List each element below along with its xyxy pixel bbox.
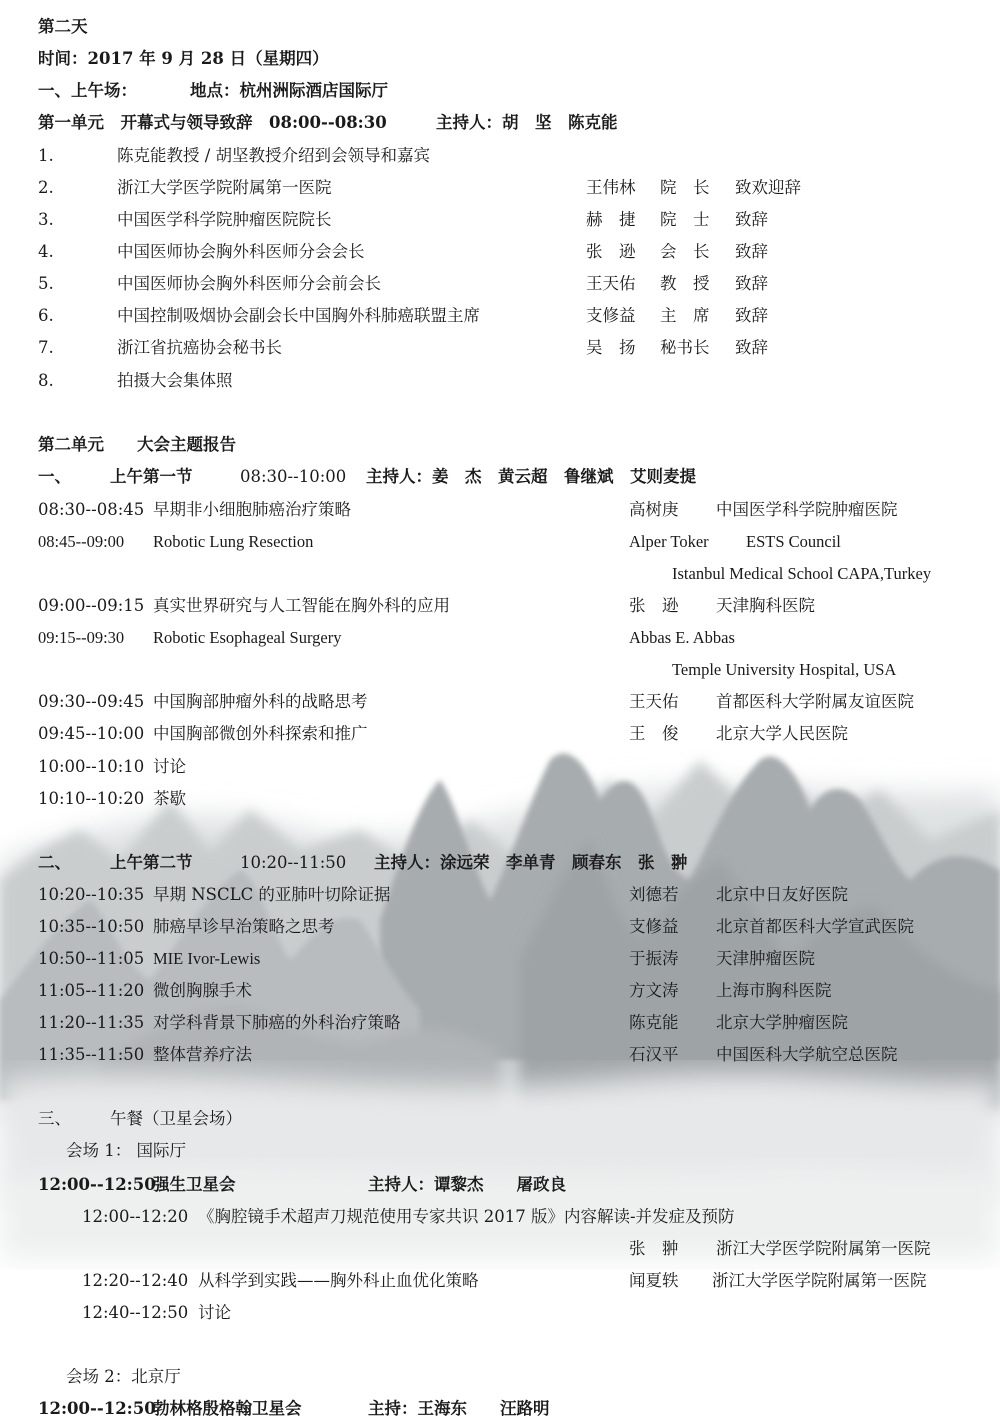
talk-speaker: 王天佑	[629, 692, 679, 711]
talk-row	[0, 978, 1000, 1004]
unit2-heading	[0, 432, 1000, 458]
talk-title: 微创胸腺手术	[153, 981, 252, 1000]
item-role: 院 士	[660, 210, 710, 229]
talk-time: 12:20--12:40	[82, 1271, 189, 1290]
symposium-name: 强生卫星会	[153, 1175, 236, 1194]
talk-speaker: 王 俊	[629, 724, 679, 743]
unit2-title: 第二单元 大会主题报告	[38, 435, 236, 454]
unit1-title: 第一单元 开幕式与领导致辞 08:00--08:30	[38, 113, 387, 132]
talk-row	[0, 593, 1000, 619]
unit1-item	[0, 239, 1000, 265]
unit1-item	[0, 143, 1000, 169]
item-role: 秘书长	[660, 338, 710, 357]
talk-speaker: 张 逊	[629, 596, 679, 615]
talk-time: 10:10--10:20	[38, 789, 145, 808]
unit1-item	[0, 368, 1000, 394]
item-action: 致辞	[735, 210, 768, 229]
talk-title: 《胸腔镜手术超声刀规范使用专家共识 2017 版》内容解读-并发症及预防	[198, 1207, 735, 1226]
talk-title: 肺癌早诊早治策略之思考	[153, 917, 335, 936]
talk-row	[0, 497, 1000, 523]
talk-time: 10:20--10:35	[38, 885, 145, 904]
unit1-item	[0, 175, 1000, 201]
talk-title: 讨论	[153, 757, 186, 776]
day-title-line	[0, 14, 1000, 40]
talk-speaker: 刘德若	[629, 885, 679, 904]
unit1-heading	[0, 110, 1000, 136]
talk-row	[0, 721, 1000, 747]
talk-organization: 中国医科大学航空总医院	[716, 1045, 898, 1064]
session-host: 主持人：涂远荣 李单青 顾春东 张 翀	[374, 853, 688, 872]
item-number: 2.	[38, 178, 54, 197]
talk-org-continuation	[0, 561, 1000, 587]
talk-organization-line2: Istanbul Medical School CAPA,Turkey	[672, 564, 932, 583]
item-number: 6.	[38, 306, 54, 325]
talk-title: 从科学到实践——胸外科止血优化策略	[198, 1271, 479, 1290]
talk-time: 09:15--09:30	[38, 628, 125, 647]
item-person: 赫 捷	[586, 210, 636, 229]
talk-time: 12:40--12:50	[82, 1303, 189, 1322]
venue1-symposium	[0, 1172, 1000, 1198]
talk-title: 整体营养疗法	[153, 1045, 252, 1064]
talk-row	[0, 914, 1000, 940]
talk-title: 早期非小细胞肺癌治疗策略	[153, 500, 351, 519]
talk-organization: 浙江大学医学院附属第一医院	[712, 1271, 927, 1290]
talk-title: 讨论	[198, 1303, 231, 1322]
talk-row	[0, 1042, 1000, 1068]
talk-title: 对学科背景下肺癌的外科治疗策略	[153, 1013, 401, 1032]
morning-label: 一、上午场：	[38, 81, 137, 100]
talk-speaker: Abbas E. Abbas	[629, 628, 735, 647]
item-action: 致欢迎辞	[735, 178, 801, 197]
morning-venue: 地点：杭州洲际酒店国际厅	[190, 81, 388, 100]
symposium-time: 12:00--12:50	[38, 1399, 156, 1418]
talk-title: 中国胸部微创外科探索和推广	[153, 724, 368, 743]
item-organization: 浙江省抗癌协会秘书长	[117, 338, 282, 357]
talk-time: 09:30--09:45	[38, 692, 145, 711]
talk-row	[0, 689, 1000, 715]
session-time: 10:20--11:50	[240, 853, 347, 872]
item-organization: 中国医师协会胸外科医师分会会长	[117, 242, 365, 261]
item-role: 会 长	[660, 242, 710, 261]
talk-row	[0, 1268, 1000, 1294]
item-person: 支修益	[586, 306, 636, 325]
venue1-label: 会场 1： 国际厅	[66, 1141, 186, 1160]
talk-speaker: Alper Toker	[629, 532, 709, 551]
item-number: 3.	[38, 210, 54, 229]
item-organization: 中国控制吸烟协会副会长中国胸外科肺癌联盟主席	[117, 306, 480, 325]
item-organization: 中国医师协会胸外科医师分会前会长	[117, 274, 381, 293]
talk-time: 09:45--10:00	[38, 724, 145, 743]
talk-time: 08:45--09:00	[38, 532, 125, 551]
talk-speaker: 石汉平	[629, 1045, 679, 1064]
talk-organization-line2: Temple University Hospital, USA	[672, 660, 897, 679]
talk-row	[0, 946, 1000, 972]
unit1-host: 主持人：胡 坚 陈克能	[436, 113, 618, 132]
day-title: 第二天	[38, 17, 88, 36]
unit1-item	[0, 335, 1000, 361]
venue2-label: 会场 2：北京厅	[66, 1367, 181, 1386]
item-role: 院 长	[660, 178, 710, 197]
talk-speaker: 于振涛	[629, 949, 679, 968]
talk-organization: 上海市胸科医院	[716, 981, 832, 1000]
date-line	[0, 46, 1000, 72]
talk-organization: 天津肿瘤医院	[716, 949, 815, 968]
item-organization: 中国医学科学院肿瘤医院院长	[117, 210, 332, 229]
item-person: 张 逊	[586, 242, 636, 261]
item-number: 5.	[38, 274, 54, 293]
talk-organization: 北京中日友好医院	[716, 885, 848, 904]
talk-row	[0, 625, 1000, 651]
talk-time: 10:35--10:50	[38, 917, 145, 936]
talk-time: 12:00--12:20	[82, 1207, 189, 1226]
session-name: 上午第二节	[110, 853, 193, 872]
talk-title: 真实世界研究与人工智能在胸外科的应用	[153, 596, 450, 615]
item-action: 致辞	[735, 242, 768, 261]
talk-row	[0, 754, 1000, 780]
session2-heading	[0, 850, 1000, 876]
talk-title: Robotic Lung Resection	[153, 532, 314, 551]
symposium-name: 勃林格殷格翰卫星会	[153, 1399, 302, 1418]
talk-time: 10:00--10:10	[38, 757, 145, 776]
talk-row	[0, 786, 1000, 812]
item-organization: 拍摄大会集体照	[117, 371, 233, 390]
talk-speaker: 张 翀	[629, 1239, 679, 1258]
item-action: 致辞	[735, 274, 768, 293]
morning-heading	[0, 78, 1000, 104]
talk-time: 11:05--11:20	[38, 981, 145, 1000]
venue2-heading	[0, 1364, 1000, 1390]
talk-row	[0, 882, 1000, 908]
talk-organization: 北京大学肿瘤医院	[716, 1013, 848, 1032]
talk-organization: 首都医科大学附属友谊医院	[716, 692, 914, 711]
talk-speaker: 方文涛	[629, 981, 679, 1000]
talk-time: 09:00--09:15	[38, 596, 145, 615]
symposium-host: 主持：王海东 汪路明	[368, 1399, 550, 1418]
talk-time: 08:30--08:45	[38, 500, 145, 519]
session-name: 上午第一节	[110, 467, 193, 486]
item-role: 主 席	[660, 306, 710, 325]
talk-time: 11:35--11:50	[38, 1045, 145, 1064]
talk-row	[0, 529, 1000, 555]
talk-speaker: 支修益	[629, 917, 679, 936]
item-person: 吴 扬	[586, 338, 636, 357]
date-text: 时间：2017 年 9 月 28 日（星期四）	[38, 49, 329, 68]
unit1-item	[0, 303, 1000, 329]
venue1-heading	[0, 1138, 1000, 1164]
talk-time: 10:50--11:05	[38, 949, 145, 968]
unit1-item	[0, 271, 1000, 297]
talk-title: 早期 NSCLC 的亚肺叶切除证据	[153, 885, 391, 904]
item-organization: 陈克能教授 / 胡坚教授介绍到会领导和嘉宾	[117, 146, 431, 165]
talk-row	[0, 1010, 1000, 1036]
item-number: 8.	[38, 371, 54, 390]
symposium-host: 主持人：谭黎杰 屠政良	[368, 1175, 566, 1194]
item-person: 王伟林	[586, 178, 636, 197]
talk-org-continuation	[0, 657, 1000, 683]
lunch-heading	[0, 1106, 1000, 1132]
talk-organization: ESTS Council	[746, 532, 841, 551]
talk-organization: 天津胸科医院	[716, 596, 815, 615]
item-organization: 浙江大学医学院附属第一医院	[117, 178, 332, 197]
talk-organization: 北京首都医科大学宣武医院	[716, 917, 914, 936]
item-person: 王天佑	[586, 274, 636, 293]
symposium-time: 12:00--12:50	[38, 1175, 156, 1194]
talk-organization: 浙江大学医学院附属第一医院	[716, 1239, 931, 1258]
unit1-item	[0, 207, 1000, 233]
session-number: 一、	[38, 467, 71, 486]
talk-speaker: 闻夏轶	[629, 1271, 679, 1290]
lunch-number: 三、	[38, 1109, 71, 1128]
talk-time: 11:20--11:35	[38, 1013, 145, 1032]
item-number: 1.	[38, 146, 54, 165]
talk-row	[0, 1204, 1000, 1230]
lunch-title: 午餐（卫星会场）	[110, 1109, 242, 1128]
session-time: 08:30--10:00	[240, 467, 347, 486]
talk-title: 中国胸部肿瘤外科的战略思考	[153, 692, 368, 711]
session-host: 主持人：姜 杰 黄云超 鲁继斌 艾则麦提	[366, 467, 696, 486]
talk-speaker-line	[0, 1236, 1000, 1262]
session1-heading	[0, 464, 1000, 490]
item-action: 致辞	[735, 338, 768, 357]
talk-title: Robotic Esophageal Surgery	[153, 628, 342, 647]
talk-organization: 中国医学科学院肿瘤医院	[716, 500, 898, 519]
talk-speaker: 陈克能	[629, 1013, 679, 1032]
talk-speaker: 高树庚	[629, 500, 679, 519]
item-number: 4.	[38, 242, 54, 261]
item-number: 7.	[38, 338, 54, 357]
venue2-symposium	[0, 1396, 1000, 1422]
talk-organization: 北京大学人民医院	[716, 724, 848, 743]
talk-row	[0, 1300, 1000, 1326]
talk-title: MIE Ivor-Lewis	[153, 949, 261, 968]
item-action: 致辞	[735, 306, 768, 325]
item-role: 教 授	[660, 274, 710, 293]
talk-title: 茶歇	[153, 789, 186, 808]
session-number: 二、	[38, 853, 71, 872]
